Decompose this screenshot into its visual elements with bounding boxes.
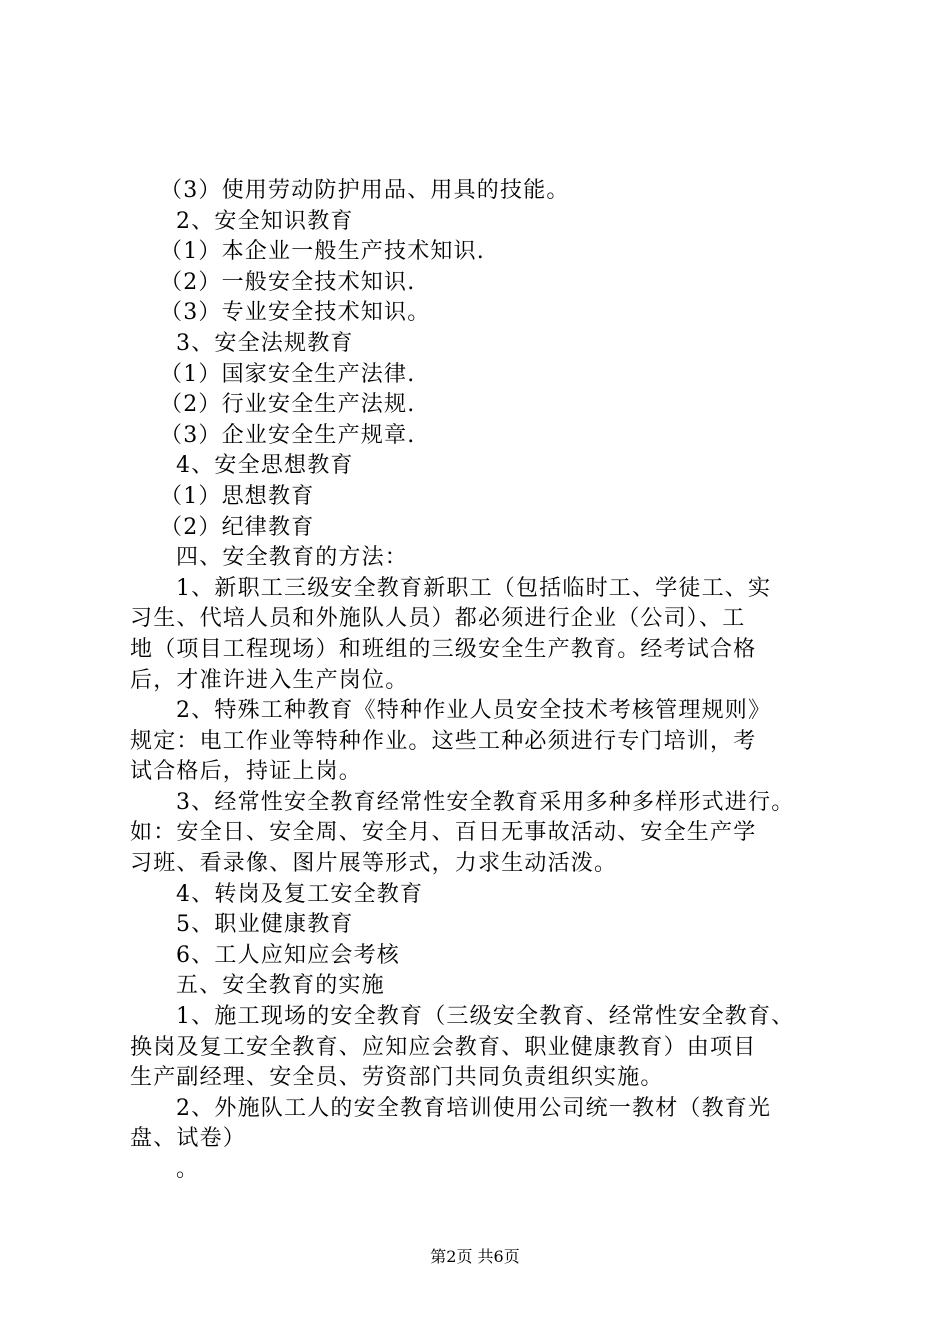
paragraph-line: 2、外施队工人的安全教育培训使用公司统一教材（教育光 bbox=[176, 1095, 772, 1121]
text-line: （2）纪律教育 bbox=[160, 514, 315, 540]
page-footer: 第2页 共6页 bbox=[430, 1247, 520, 1266]
paragraph-line: 后，才准许进入生产岗位。 bbox=[130, 667, 409, 693]
paragraph-line: 。 bbox=[176, 1157, 200, 1182]
paragraph-line: 1、新职工三级安全教育新职工（包括临时工、学徒工、实 bbox=[176, 575, 772, 601]
paragraph-line: 1、施工现场的安全教育（三级安全教育、经常性安全教育、 bbox=[176, 1004, 795, 1030]
paragraph-line: 规定：电工作业等特种作业。这些工种必须进行专门培训，考 bbox=[130, 728, 757, 754]
section-heading: 4、转岗及复工安全教育 bbox=[176, 881, 424, 907]
section-heading: 2、安全知识教育 bbox=[176, 208, 354, 234]
section-heading: 6、工人应知应会考核 bbox=[176, 942, 400, 968]
document-body bbox=[130, 176, 848, 1186]
text-line: （1）思想教育 bbox=[160, 483, 315, 509]
section-heading: 4、安全思想教育 bbox=[176, 453, 354, 479]
text-line: （2）一般安全技术知识. bbox=[160, 269, 416, 295]
paragraph-line: 试合格后，持证上岗。 bbox=[130, 759, 363, 785]
paragraph-line: 如：安全日、安全周、安全月、百日无事故活动、安全生产学 bbox=[130, 820, 757, 846]
paragraph-line: 生产副经理、安全员、劳资部门共同负责组织实施。 bbox=[130, 1065, 664, 1091]
text-line: （1）国家安全生产法律. bbox=[160, 361, 416, 387]
section-heading: 5、职业健康教育 bbox=[176, 912, 354, 938]
text-line: （3）专业安全技术知识。 bbox=[160, 300, 431, 326]
paragraph-line: 习生、代培人员和外施队人员）都必须进行企业（公司）、工 bbox=[130, 606, 746, 632]
paragraph-line: 盘、试卷） bbox=[130, 1126, 247, 1152]
section-heading: 四、安全教育的方法： bbox=[176, 545, 409, 571]
text-line: （2）行业安全生产法规. bbox=[160, 392, 416, 418]
paragraph-line: 换岗及复工安全教育、应知应会教育、职业健康教育）由项目 bbox=[130, 1034, 757, 1060]
text-line: （1）本企业一般生产技术知识. bbox=[160, 239, 485, 265]
section-heading: 五、安全教育的实施 bbox=[176, 973, 385, 999]
section-heading: 3、安全法规教育 bbox=[176, 330, 354, 356]
text-line: （3）使用劳动防护用品、用具的技能。 bbox=[160, 178, 570, 203]
paragraph-line: 3、经常性安全教育经常性安全教育采用多种多样形式进行。 bbox=[176, 789, 795, 815]
text-line: （3）企业安全生产规章. bbox=[160, 422, 416, 448]
paragraph-line: 2、特殊工种教育《特种作业人员安全技术考核管理规则》 bbox=[176, 698, 772, 724]
paragraph-line: 习班、看录像、图片展等形式，力求生动活泼。 bbox=[130, 851, 618, 877]
paragraph-line: 地（项目工程现场）和班组的三级安全生产教育。经考试合格 bbox=[130, 636, 757, 662]
